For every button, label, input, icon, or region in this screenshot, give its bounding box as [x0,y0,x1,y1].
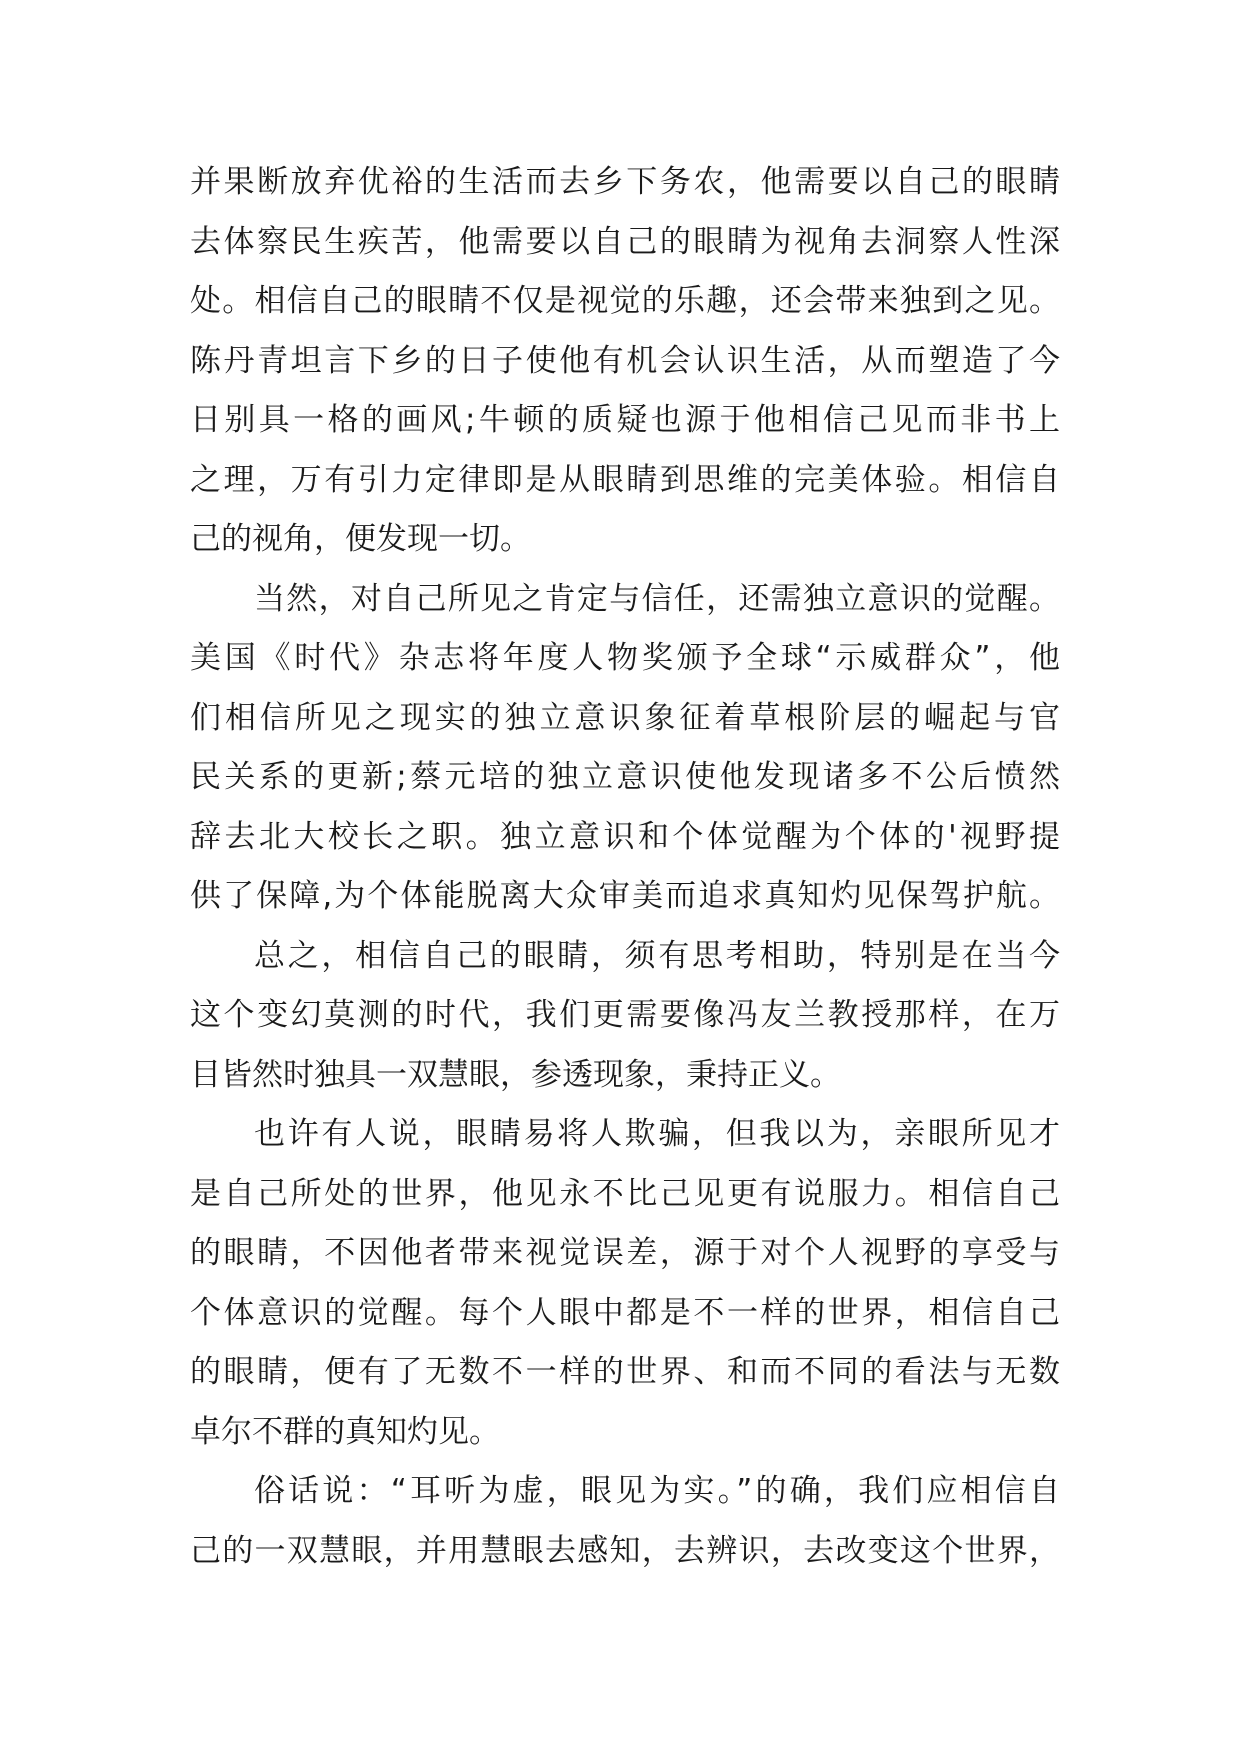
text-line: 去体察民生疾苦，他需要以自己的眼睛为视角去洞察人性深 [190,223,1060,260]
text-line: 并果断放弃优裕的生活而去乡下务农，他需要以自己的眼睛 [190,164,1060,200]
paragraph-1 [190,153,1060,570]
text-line: 当然，对自己所见之肯定与信任，还需独立意识的觉醒。 [254,580,1060,617]
text-line: 个体意识的觉醒。每个人眼中都是不一样的世界，相信自己 [190,1294,1060,1331]
text-line: 这个变幻莫测的时代，我们更需要像冯友兰教授那样，在万 [190,997,1060,1033]
text-line: 己的视角，便发现一切。 [190,521,531,557]
text-line: 俗话说：“耳听为虚，眼见为实。”的确，我们应相信自 [254,1473,1060,1509]
text-line: 己的一双慧眼，并用慧眼去感知，去辨识，去改变这个世界， [190,1532,1060,1569]
paragraph-3 [190,927,1060,1106]
paragraph-4 [190,1105,1060,1462]
text-line: 们相信所见之现实的独立意识象征着草根阶层的崛起与官 [190,699,1060,736]
text-line: 总之，相信自己的眼睛，须有思考相助，特别是在当今 [254,937,1060,974]
text-line: 日别具一格的画风;牛顿的质疑也源于他相信己见而非书上 [190,402,1060,438]
text-line: 的眼睛，不因他者带来视觉误差，源于对个人视野的享受与 [190,1235,1060,1271]
paragraph-5 [190,1462,1060,1581]
text-line: 供了保障,为个体能脱离大众审美而追求真知灼见保驾护航。 [190,878,1060,914]
text-line: 之理，万有引力定律即是从眼睛到思维的完美体验。相信自 [190,461,1060,498]
text-line: 美国《时代》杂志将年度人物奖颁予全球“示威群众”，他 [190,640,1060,676]
text-line: 是自己所处的世界，他见永不比己见更有说服力。相信自己 [190,1175,1060,1212]
text-line: 民关系的更新;蔡元培的独立意识使他发现诸多不公后愤然 [190,759,1060,795]
text-line: 陈丹青坦言下乡的日子使他有机会认识生活，从而塑造了今 [190,342,1060,379]
paragraph-2 [190,570,1060,927]
text-line: 辞去北大校长之职。独立意识和个体觉醒为个体的'视野提 [190,818,1060,855]
text-line: 也许有人说，眼睛易将人欺骗，但我以为，亲眼所见才 [254,1116,1060,1152]
text-line: 目皆然时独具一双慧眼，参透现象，秉持正义。 [190,1056,841,1093]
text-line: 的眼睛，便有了无数不一样的世界、和而不同的看法与无数 [190,1354,1060,1390]
text-line: 处。相信自己的眼睛不仅是视觉的乐趣，还会带来独到之见。 [190,283,1060,319]
text-line: 卓尔不群的真知灼见。 [190,1413,500,1450]
document-body [190,153,1060,1581]
